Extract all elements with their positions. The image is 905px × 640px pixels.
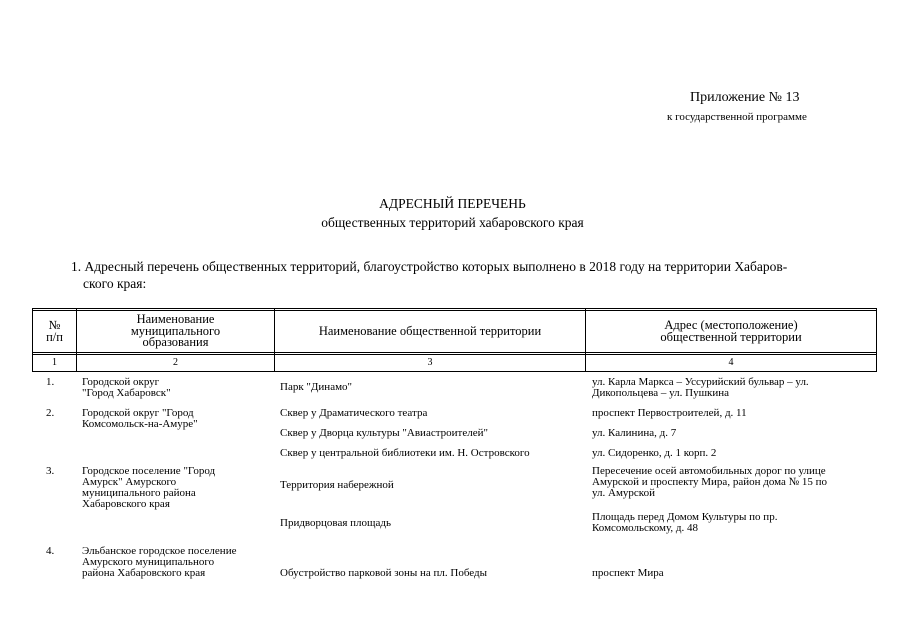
column-number-2: 2 [173, 357, 178, 368]
table-border-top [32, 308, 877, 309]
row-municipality: Городской округ "Город Хабаровск" [82, 376, 171, 399]
column-number-4: 4 [728, 357, 734, 368]
header-territory: Наименование общественной территории [318, 323, 542, 338]
row-address: Пересечение осей автомобильных дорог по улице Амурской и проспекту Мира, район дома № 15 по ул. Амурской [592, 465, 828, 499]
appendix-title: Приложение № 13 [690, 90, 800, 105]
document-subtitle: общественных территорий хабаровского края [321, 215, 584, 230]
column-number-1: 1 [52, 357, 57, 368]
row-number: 3. [46, 465, 55, 477]
row-territory: Придворцовая площадь [280, 517, 392, 529]
section-heading-line1: 1. Адресный перечень общественных территорий, благоустройство которых выполнено в 2018 году на территории Хабаров- [71, 259, 788, 274]
table-header-divider [32, 352, 877, 353]
row-municipality: Городское поселение "Город Амурск" Амурского муниципального района Хабаровского края [82, 465, 216, 510]
row-number: 4. [46, 545, 55, 557]
row-territory: Территория набережной [280, 479, 394, 491]
row-address: ул. Карла Маркса – Уссурийский бульвар – ул. Дикопольцева – ул. Пушкина [592, 376, 809, 399]
column-number-3: 3 [427, 357, 433, 368]
row-territory: Сквер у Дворца культуры "Авиастроителей" [280, 427, 488, 439]
section-heading-line2: ского края: [83, 276, 147, 291]
row-address: Площадь перед Домом Культуры по пр. Комсомольскому, д. 48 [592, 511, 778, 534]
row-address: ул. Сидоренко, д. 1 корп. 2 [592, 447, 717, 459]
row-address: проспект Первостроителей, д. 11 [592, 407, 747, 419]
row-territory: Сквер у центральной библиотеки им. Н. Островского [280, 447, 530, 459]
row-municipality: Городской округ "Город Комсомольск-на-Амуре" [82, 407, 198, 430]
row-number: 2. [46, 407, 55, 419]
header-address: Адрес (местоположение) общественной территории [660, 318, 802, 344]
row-territory: Сквер у Драматического театра [280, 407, 428, 419]
table-header-divider-inner [32, 354, 877, 355]
header-municipality: Наименование муниципального образования [130, 312, 221, 350]
row-number: 1. [46, 376, 55, 388]
table-numbers-divider [32, 371, 877, 372]
table-border-right [876, 308, 877, 372]
row-municipality: Эльбанское городское поселение Амурского муниципального района Хабаровского края [82, 545, 237, 579]
row-address: ул. Калинина, д. 7 [592, 427, 677, 439]
row-territory: Обустройство парковой зоны на пл. Победы [280, 567, 488, 579]
header-number: № п/п [46, 318, 63, 344]
row-territory: Парк "Динамо" [280, 381, 353, 393]
section-heading [71, 258, 876, 291]
appendix-subtitle: к государственной программе [667, 111, 807, 123]
document-title: АДРЕСНЫЙ ПЕРЕЧЕНЬ [379, 196, 526, 211]
row-address: проспект Мира [592, 567, 664, 579]
